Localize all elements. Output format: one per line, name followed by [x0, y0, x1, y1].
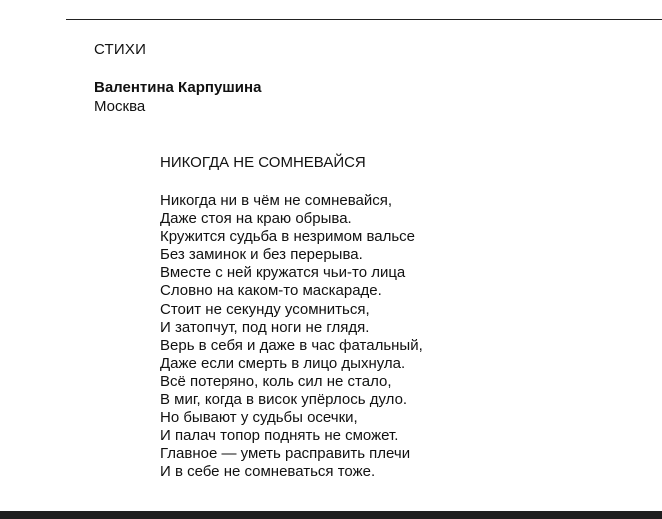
poem-line: Вместе с ней кружатся чьи-то лица	[160, 264, 406, 282]
poem-line: Верь в себя и даже в час фатальный,	[160, 336, 423, 354]
poem-line: Главное — уметь расправить плечи	[160, 445, 411, 463]
poem-line: Даже если смерть в лицо дыхнула.	[160, 354, 406, 372]
author-city: Москва	[94, 98, 146, 115]
poem-line: Но бывают у судьбы осечки,	[160, 409, 358, 427]
section-label: СТИХИ	[94, 41, 147, 58]
poem-line: В миг, когда в висок упёрлось дуло.	[160, 391, 408, 409]
poem-line: Кружится судьба в незримом вальсе	[160, 228, 416, 246]
bottom-bar	[0, 511, 662, 519]
poem-line: И затопчут, под ноги не глядя.	[160, 318, 370, 336]
header-divider	[66, 19, 662, 20]
author-name: Валентина Карпушина	[94, 79, 262, 96]
poem-title: НИКОГДА НЕ СОМНЕВАЙСЯ	[160, 154, 366, 171]
poem-line: Даже стоя на краю обрыва.	[160, 210, 352, 228]
poem-line: Всё потеряно, коль сил не стало,	[160, 372, 392, 390]
poem-line: Никогда ни в чём не сомневайся,	[160, 192, 393, 209]
poem-line: И в себе не сомневаться тоже.	[160, 463, 376, 481]
poem-line: Словно на каком-то маскараде.	[160, 282, 382, 300]
poem-line: Стоит не секунду усомниться,	[160, 300, 370, 318]
poem-body	[160, 192, 423, 482]
poem-line: И палач топор поднять не сможет.	[160, 427, 399, 445]
poem-line: Без заминок и без перерыва.	[160, 246, 363, 264]
